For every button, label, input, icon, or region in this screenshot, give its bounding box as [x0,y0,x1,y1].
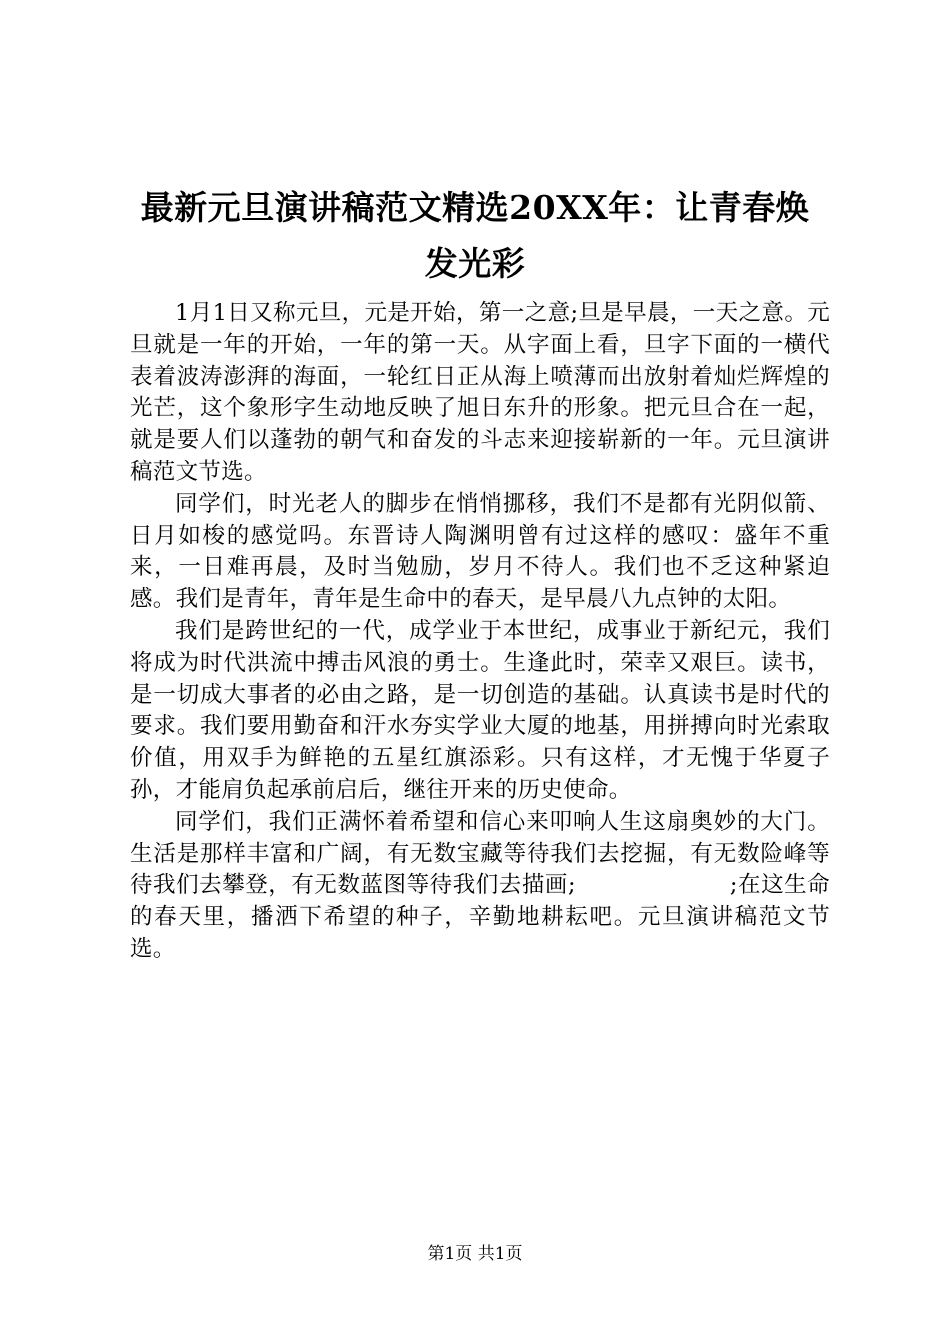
title-line-2: 发光彩 [424,244,526,283]
paragraph-3: 我们是跨世纪的一代，成学业于本世纪，成事业于新纪元，我们将成为时代洪流中搏击风浪的勇士。生逢此时，荣幸又艰巨。读书，是一切成大事者的必由之路，是一切创造的基础。认真读书是时代的要求。我们要用勤奋和汗水夯实学业大厦的地基，用拼搏向时光索取价值，用双手为鲜艳的五星红旗添彩。只有这样，才无愧于华夏子孙，才能肩负起承前启后，继往开来的历史使命。 [130,617,830,803]
paragraph-2: 同学们，时光老人的脚步在悄悄挪移，我们不是都有光阴似箭、日月如梭的感觉吗。东晋诗人陶渊明曾有过这样的感叹：盛年不重来，一日难再晨，及时当勉励，岁月不待人。我们也不乏这种紧迫感。我们是青年，青年是生命中的春天，是早晨八九点钟的太阳。 [130,490,830,613]
document-body [130,298,830,966]
paragraph-4: 同学们，我们正满怀着希望和信心来叩响人生这扇奥妙的大门。生活是那样丰富和广阔，有无数宝藏等待我们去挖掘，有无数险峰等待我们去攀登，有无数蓝图等待我们去描画; ;在这生命的春天里，播洒下希望的种子，辛勤地耕耘吧。元旦演讲稿范文节选。 [130,808,830,962]
title-line-1: 最新元旦演讲稿范文精选20XX年：让青春焕 [140,188,810,227]
document-title [110,180,840,292]
paragraph-1: 1月1日又称元旦，元是开始，第一之意;旦是早晨，一天之意。元旦就是一年的开始，一年的第一天。从字面上看，旦字下面的一横代表着波涛澎湃的海面，一轮红日正从海上喷薄而出放射着灿烂辉煌的光芒，这个象形字生动地反映了旭日东升的形象。把元旦合在一起，就是要人们以蓬勃的朝气和奋发的斗志来迎接崭新的一年。元旦演讲稿范文节选。 [130,300,830,485]
page-footer: 第1页 共1页 [427,1244,523,1264]
